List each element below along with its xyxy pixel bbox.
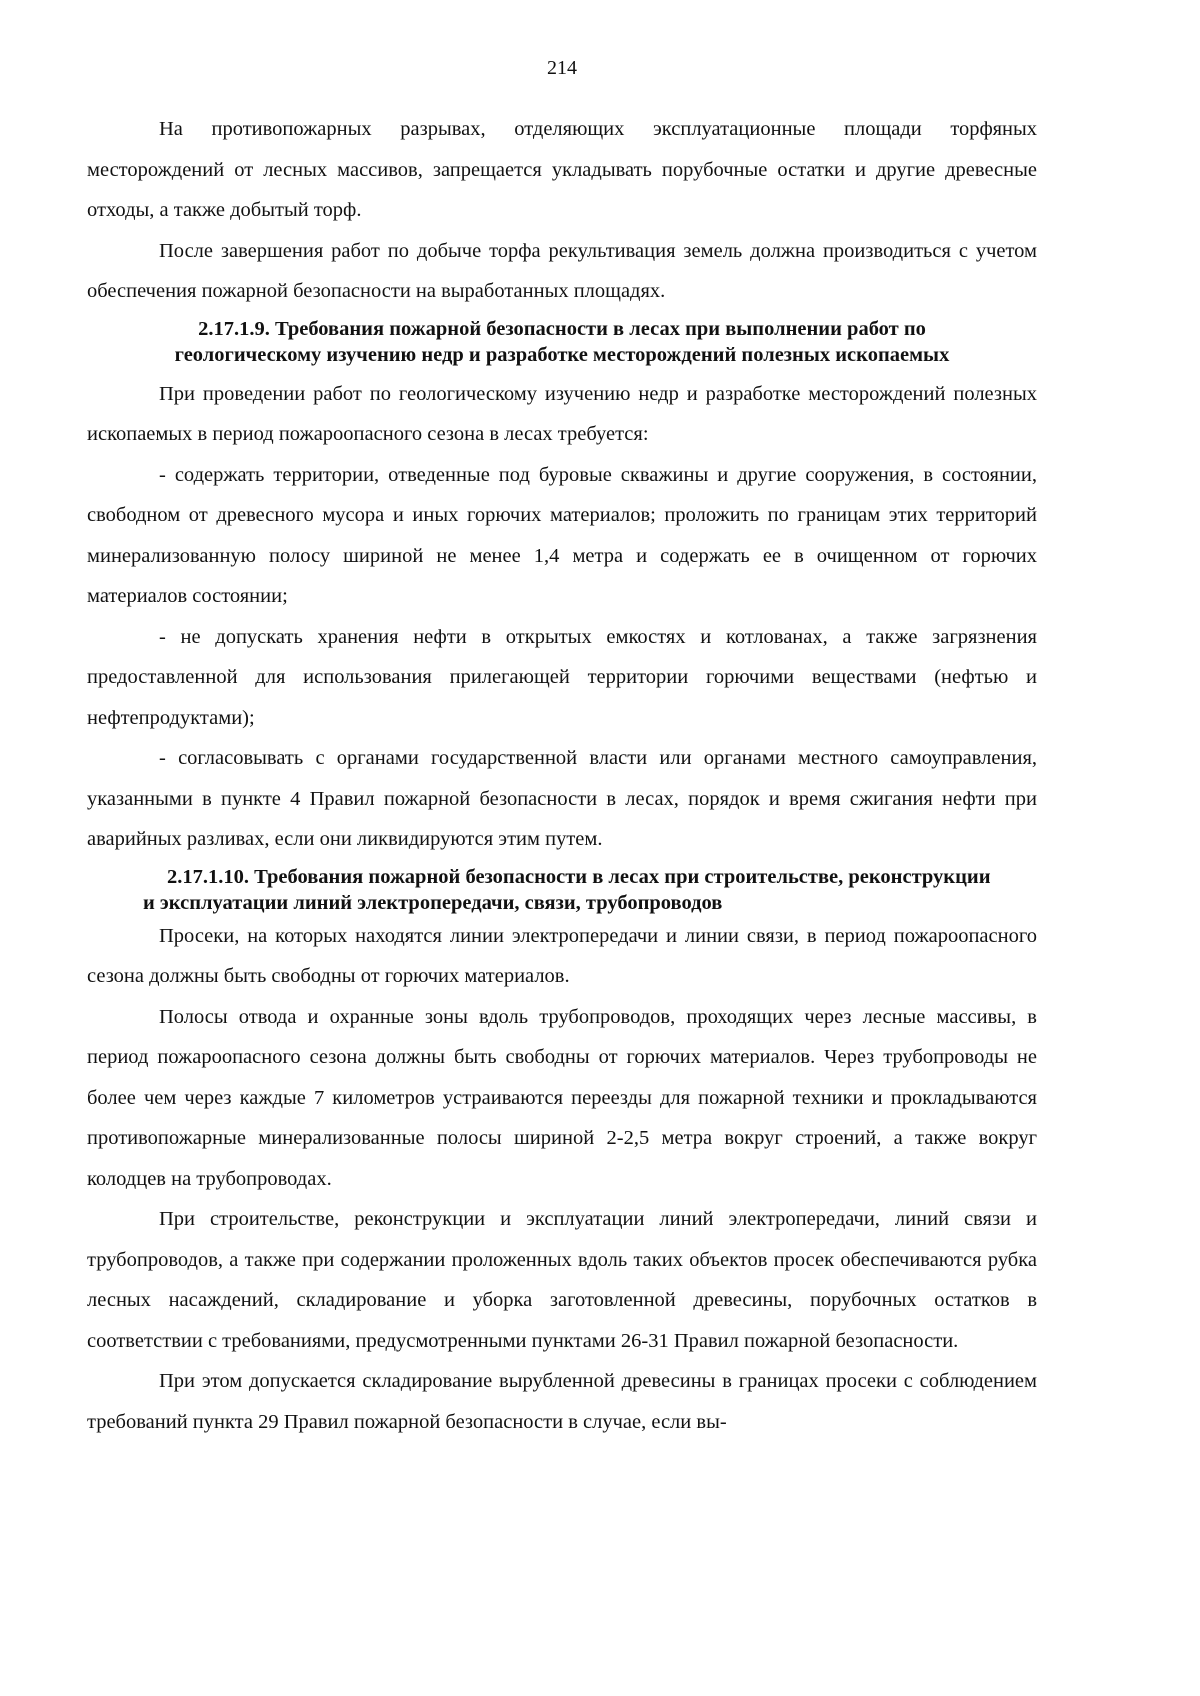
paragraph: Полосы отвода и охранные зоны вдоль трубопроводов, проходящих через лесные массивы, в период пожароопасного сезона должны быть свободны от горючих материалов. Через трубопроводы не более чем через каждые 7 километров устраиваются переезды для пожарной техники и прокладываются противопожарные минерализованные полосы шириной 2-2,5 метра вокруг строений, а также вокруг колодцев на трубопроводах. bbox=[87, 1005, 1037, 1190]
section-heading: 2.17.1.9. Требования пожарной безопасности в лесах при выполнении работ по геологическому изучению недр и разработке месторождений полезных ископаемых bbox=[174, 317, 950, 366]
paragraph: При этом допускается складирование вырубленной древесины в границах просеки с соблюдением требований пункта 29 Правил пожарной безопасности в случае, если вы- bbox=[87, 1370, 1037, 1433]
list-item: - не допускать хранения нефти в открытых емкостях и котлованах, а также загрязнения предоставленной для использования прилегающей территории горючими веществами (нефтью и нефтепродуктами); bbox=[87, 625, 1037, 729]
page-number: 214 bbox=[547, 57, 577, 79]
document-page bbox=[87, 0, 1037, 1696]
page-content bbox=[87, 109, 1037, 1442]
paragraph: На противопожарных разрывах, отделяющих эксплуатационные площади торфяных месторождений от лесных массивов, запрещается укладывать порубочные остатки и другие древесные отходы, а также добытый торф. bbox=[87, 118, 1037, 221]
paragraph: При проведении работ по геологическому изучению недр и разработке месторождений полезных ископаемых в период пожароопасного сезона в лесах требуется: bbox=[87, 382, 1037, 445]
section-heading: 2.17.1.10. Требования пожарной безопасности в лесах при строительстве, реконструкции и эксплуатации линий электропередачи, связи, трубопроводов bbox=[143, 865, 991, 914]
paragraph: При строительстве, реконструкции и эксплуатации линий электропередачи, линий связи и трубопроводов, а также при содержании проложенных вдоль таких объектов просек обеспечиваются рубка лесных насаждений, складирование и уборка заготовленной древесины, порубочных остатков в соответствии с требованиями, предусмотренными пунктами 26-31 Правил пожарной безопасности. bbox=[87, 1208, 1037, 1352]
list-item: - согласовывать с органами государственной власти или органами местного самоуправления, указанными в пункте 4 Правил пожарной безопасности в лесах, порядок и время сжигания нефти при аварийных разливах, если они ликвидируются этим путем. bbox=[87, 747, 1037, 850]
list-item: - содержать территории, отведенные под буровые скважины и другие сооружения, в состоянии, свободном от древесного мусора и иных горючих материалов; проложить по границам этих территорий минерализованную полосу шириной не менее 1,4 метра и содержать ее в очищенном от горючих материалов состоянии; bbox=[87, 463, 1037, 607]
paragraph: После завершения работ по добыче торфа рекультивация земель должна производиться с учетом обеспечения пожарной безопасности на выработанных площадях. bbox=[87, 239, 1037, 302]
paragraph: Просеки, на которых находятся линии электропередачи и линии связи, в период пожароопасного сезона должны быть свободны от горючих материалов. bbox=[87, 924, 1037, 987]
